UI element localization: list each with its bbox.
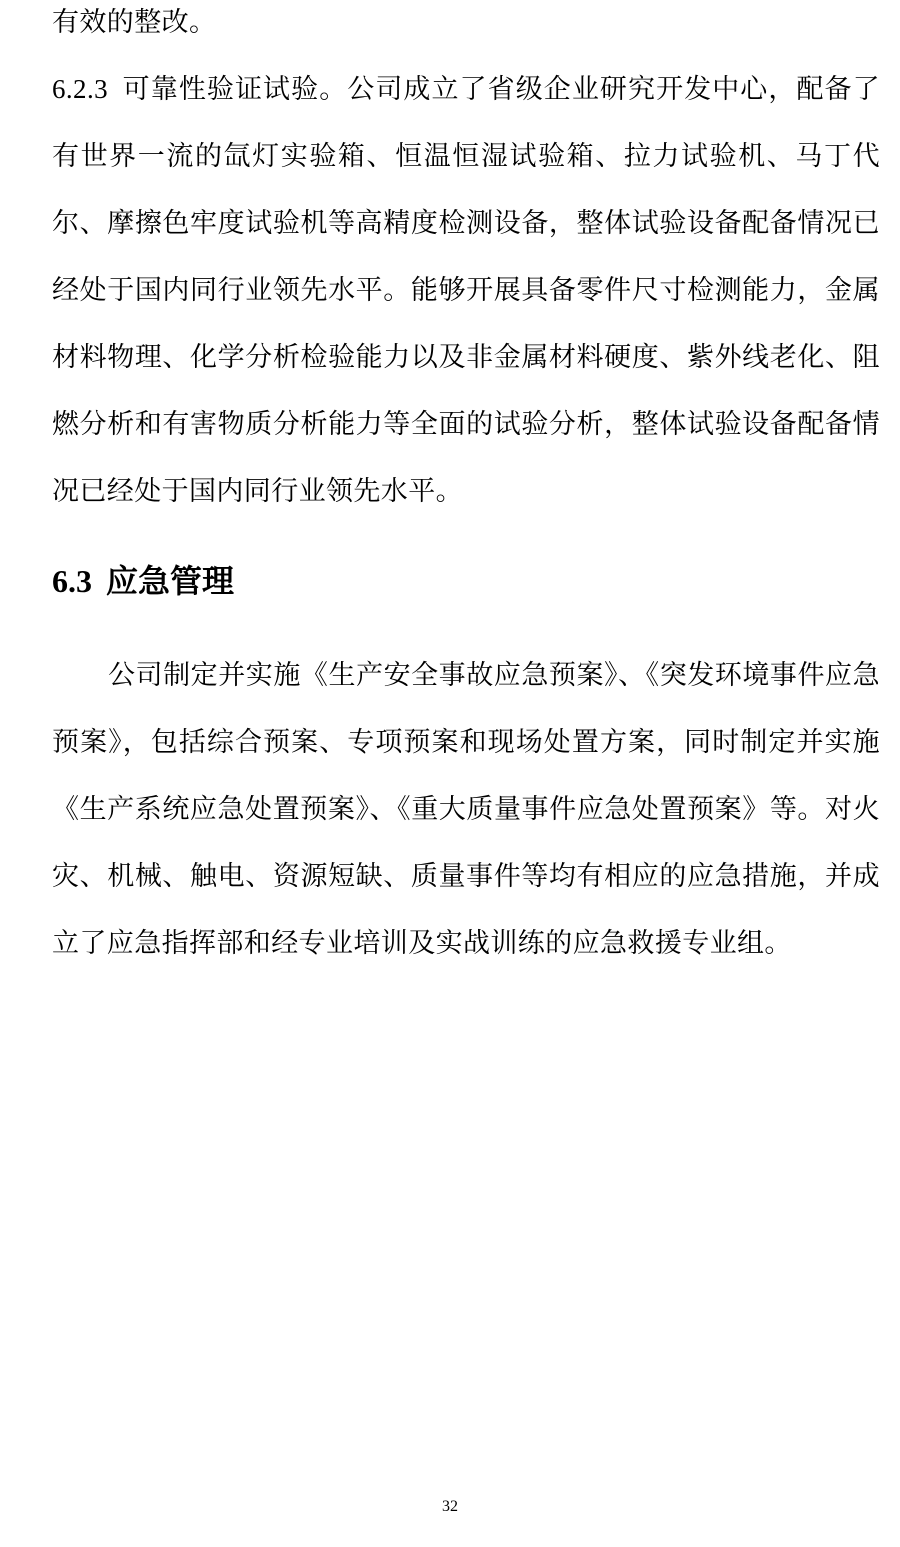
section-6-2-3-paragraph <box>52 56 880 525</box>
section-6-2-3-number: 6.2.3 <box>52 74 108 104</box>
page-number: 32 <box>442 1498 458 1515</box>
section-6-3-number: 6.3 <box>52 563 92 599</box>
continued-paragraph: 有效的整改。 <box>52 7 217 38</box>
section-6-2-3-text: 可靠性验证试验。公司成立了省级企业研究开发中心，配备了有世界一流的氙灯实验箱、恒温恒湿试验箱、拉力试验机、马丁代尔、摩擦色牢度试验机等高精度检测设备，整体试验设备配备情况已经处于国内同行业领先水平。能够开展具备零件尺寸检测能力，金属材料物理、化学分析检验能力以及非金属材料硬度、紫外线老化、阻燃分析和有害物质分析能力等全面的试验分析，整体试验设备配备情况已经处于国内同行业领先水平。 <box>52 74 880 507</box>
section-6-3-heading <box>52 555 234 607</box>
section-6-3-paragraph: 公司制定并实施《生产安全事故应急预案》、《突发环境事件应急预案》，包括综合预案、专项预案和现场处置方案，同时制定并实施《生产系统应急处置预案》、《重大质量事件应急处置预案》等。对火灾、机械、触电、资源短缺、质量事件等均有相应的应急措施，并成立了应急指挥部和经专业培训及实战训练的应急救援专业组。 <box>52 660 880 959</box>
section-6-3-title: 应急管理 <box>106 562 235 600</box>
